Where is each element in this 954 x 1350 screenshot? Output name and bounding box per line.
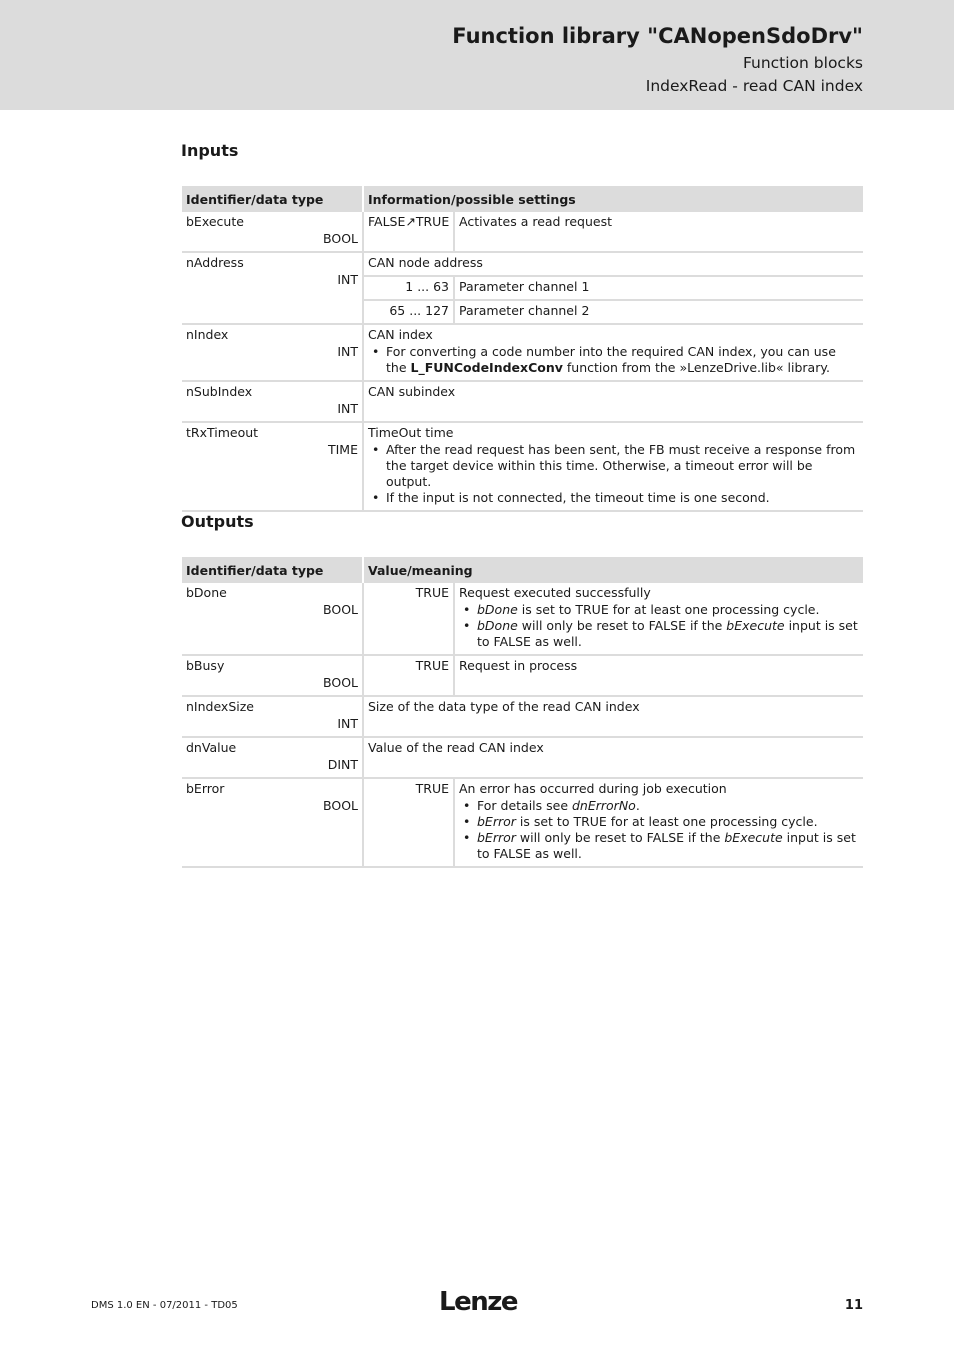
description-cell: [454, 583, 863, 655]
table-row: [182, 696, 863, 737]
table-row: [182, 212, 863, 252]
description-text: Request executed successfully: [459, 585, 651, 600]
page-subtitle-chapter: Function blocks: [742, 54, 863, 72]
outputs-table: [182, 557, 863, 868]
bullet-list: [368, 344, 859, 376]
identifier-cell: [182, 381, 363, 422]
identifier-cell: [182, 696, 363, 737]
identifier-name: dnValue: [186, 740, 237, 755]
bullet-list: [459, 798, 859, 862]
list-item: • After the read request has been sent, the FB must receive a response from the target device within this time. Otherwise, a timeout error will be output.: [368, 442, 859, 490]
identifier-cell: [182, 778, 363, 867]
table-row: [182, 655, 863, 696]
description-cell: Request in process: [454, 655, 863, 696]
list-item: • bDone will only be reset to FALSE if the bExecute input is set to FALSE as well.: [459, 618, 859, 650]
identifier-name: bDone: [186, 585, 227, 600]
value-cell: FALSE↗TRUE: [363, 212, 454, 252]
page-header: [0, 0, 954, 110]
inputs-table-header: [182, 186, 863, 212]
page-subtitle-section: IndexRead - read CAN index: [645, 77, 863, 95]
inputs-col-identifier: Identifier/data type: [182, 186, 363, 212]
list-item: • bDone is set to TRUE for at least one processing cycle.: [459, 602, 859, 618]
description-cell: [363, 324, 863, 381]
list-item: • bError is set to TRUE for at least one processing cycle.: [459, 814, 859, 830]
table-row: [182, 324, 863, 381]
outputs-heading: Outputs: [181, 512, 254, 531]
data-type: BOOL: [323, 798, 358, 813]
table-row: [182, 422, 863, 511]
description-cell: [363, 422, 863, 511]
list-item: • bError will only be reset to FALSE if the bExecute input is set to FALSE as well.: [459, 830, 859, 862]
identifier-name: nIndexSize: [186, 699, 254, 714]
data-type: BOOL: [323, 231, 358, 246]
value-cell: TRUE: [363, 583, 454, 655]
table-row: [182, 252, 863, 276]
lenze-logo: [438, 1287, 518, 1315]
data-type: INT: [337, 272, 358, 287]
identifier-name: bError: [186, 781, 225, 796]
identifier-cell: [182, 655, 363, 696]
identifier-name: tRxTimeout: [186, 425, 259, 440]
value-cell: 65 ... 127: [363, 300, 454, 324]
outputs-table-header: [182, 557, 863, 583]
identifier-cell: [182, 252, 363, 324]
description-cell: Parameter channel 1: [454, 276, 863, 300]
list-item: • For converting a code number into the required CAN index, you can use the L_FUNCodeIndexConv function from the »LenzeDrive.lib« library.: [368, 344, 859, 376]
description-cell: Size of the data type of the read CAN index: [363, 696, 863, 737]
description-text: CAN index: [368, 327, 433, 342]
page-number: 11: [844, 1298, 863, 1313]
value-cell: TRUE: [363, 778, 454, 867]
outputs-col-value: Value/meaning: [363, 557, 863, 583]
identifier-name: nAddress: [186, 255, 244, 270]
function-name: L_FUNCodeIndexConv: [410, 360, 563, 375]
identifier-cell: [182, 737, 363, 778]
description-cell: CAN subindex: [363, 381, 863, 422]
data-type: BOOL: [323, 602, 358, 617]
list-item: • If the input is not connected, the timeout time is one second.: [368, 490, 859, 506]
data-type: INT: [337, 344, 358, 359]
inputs-table: [182, 186, 863, 512]
identifier-name: nIndex: [186, 327, 229, 342]
list-item: • For details see dnErrorNo.: [459, 798, 859, 814]
identifier-name: nSubIndex: [186, 384, 253, 399]
table-row: [182, 778, 863, 867]
identifier-name: bExecute: [186, 214, 244, 229]
data-type: INT: [337, 716, 358, 731]
value-cell: TRUE: [363, 655, 454, 696]
data-type: DINT: [327, 757, 358, 772]
inputs-heading: Inputs: [181, 141, 239, 160]
table-row: [182, 583, 863, 655]
page-title: Function library "CANopenSdoDrv": [452, 24, 863, 48]
table-row: [182, 381, 863, 422]
value-cell: 1 ... 63: [363, 276, 454, 300]
data-type: TIME: [327, 442, 358, 457]
bullet-list: [368, 442, 859, 506]
identifier-cell: [182, 583, 363, 655]
document-reference: DMS 1.0 EN - 07/2011 - TD05: [91, 1300, 238, 1311]
table-row: [182, 737, 863, 778]
description-cell: [454, 778, 863, 867]
description-cell: Parameter channel 2: [454, 300, 863, 324]
bullet-list: [459, 602, 859, 650]
inputs-col-information: Information/possible settings: [363, 186, 863, 212]
identifier-cell: [182, 212, 363, 252]
identifier-name: bBusy: [186, 658, 225, 673]
description-cell: CAN node address: [363, 252, 863, 276]
description-cell: Activates a read request: [454, 212, 863, 252]
description-cell: Value of the read CAN index: [363, 737, 863, 778]
description-text: TimeOut time: [368, 425, 454, 440]
identifier-cell: [182, 324, 363, 381]
data-type: INT: [337, 401, 358, 416]
svg-text:Lenze: Lenze: [439, 1287, 517, 1315]
data-type: BOOL: [323, 675, 358, 690]
identifier-cell: [182, 422, 363, 511]
outputs-col-identifier: Identifier/data type: [182, 557, 363, 583]
description-text: An error has occurred during job execution: [459, 781, 727, 796]
